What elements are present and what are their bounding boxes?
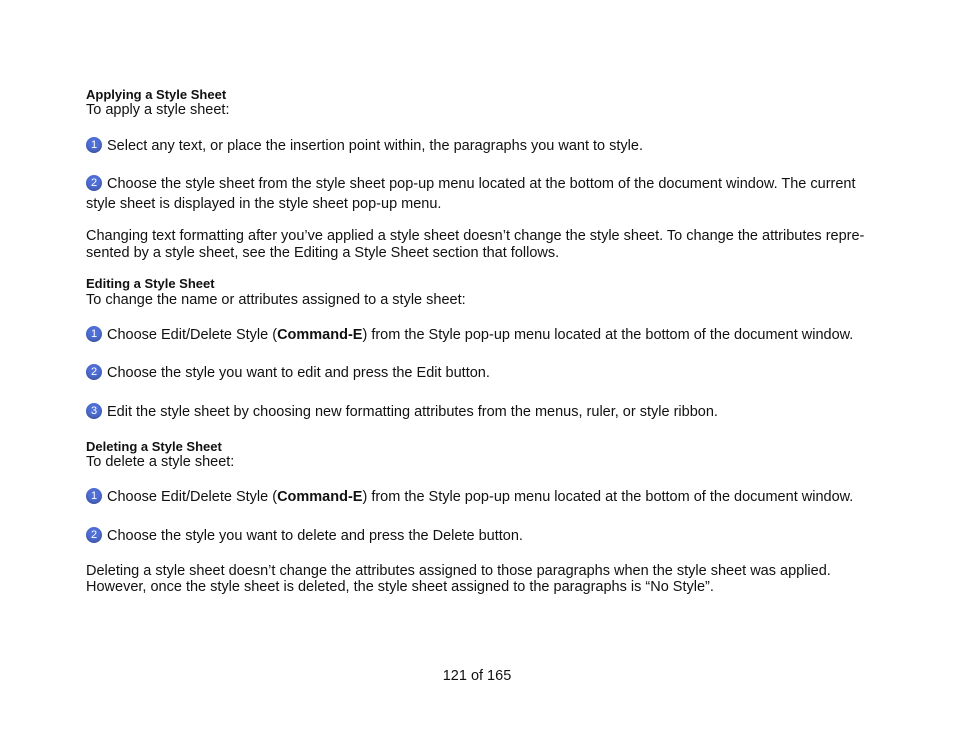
step-text-continuation: style sheet is displayed in the style sheet pop-up menu. xyxy=(86,196,442,212)
step-text: Choose the style sheet from the style sheet pop-up menu located at the bottom of the document window. The current xyxy=(107,176,856,192)
step-number-1-icon: 1 xyxy=(86,326,102,342)
step-text: Choose the style you want to edit and press the Edit button. xyxy=(107,365,490,381)
step-text: ) from the Style pop-up menu located at the bottom of the document window. xyxy=(362,327,854,343)
step-item xyxy=(86,488,866,507)
section-intro-editing: To change the name or attributes assigned to a style sheet: xyxy=(86,292,466,308)
step-text: ) from the Style pop-up menu located at the bottom of the document window. xyxy=(362,489,854,505)
section-intro-applying: To apply a style sheet: xyxy=(86,102,230,118)
step-number-2-icon: 2 xyxy=(86,364,102,380)
note-paragraph-line: sented by a style sheet, see the Editing a Style Sheet section that follows. xyxy=(86,245,560,261)
step-text: Choose the style you want to delete and press the Delete button. xyxy=(107,528,523,544)
keyboard-shortcut: Command-E xyxy=(277,489,363,505)
section-heading-editing: Editing a Style Sheet xyxy=(86,276,215,291)
step-number-1-icon: 1 xyxy=(86,488,102,504)
step-text: Choose Edit/Delete Style ( xyxy=(107,489,278,505)
section-heading-applying: Applying a Style Sheet xyxy=(86,87,227,102)
step-item xyxy=(86,364,866,383)
step-number-3-icon: 3 xyxy=(86,403,102,419)
page-number: 121 of 165 xyxy=(442,668,512,684)
step-item xyxy=(86,403,866,422)
note-paragraph-line: However, once the style sheet is deleted, the style sheet assigned to the paragraphs is “No Style”. xyxy=(86,579,714,595)
step-number-1-icon: 1 xyxy=(86,137,102,153)
step-number-2-icon: 2 xyxy=(86,527,102,543)
step-item xyxy=(86,137,866,156)
step-number-2-icon: 2 xyxy=(86,175,102,191)
step-item xyxy=(86,527,866,546)
step-text: Select any text, or place the insertion point within, the paragraphs you want to style. xyxy=(107,138,643,154)
step-item xyxy=(86,326,866,345)
step-text: Choose Edit/Delete Style ( xyxy=(107,327,278,343)
section-intro-deleting: To delete a style sheet: xyxy=(86,454,235,470)
step-text: Edit the style sheet by choosing new formatting attributes from the menus, ruler, or style ribbon. xyxy=(107,404,718,420)
keyboard-shortcut: Command-E xyxy=(277,327,363,343)
step-item xyxy=(86,175,866,194)
note-paragraph-line: Changing text formatting after you’ve applied a style sheet doesn’t change the style sheet. To change the attributes repre- xyxy=(86,228,865,244)
section-heading-deleting: Deleting a Style Sheet xyxy=(86,439,222,454)
note-paragraph-line: Deleting a style sheet doesn’t change the attributes assigned to those paragraphs when the style sheet was applied. xyxy=(86,563,831,579)
